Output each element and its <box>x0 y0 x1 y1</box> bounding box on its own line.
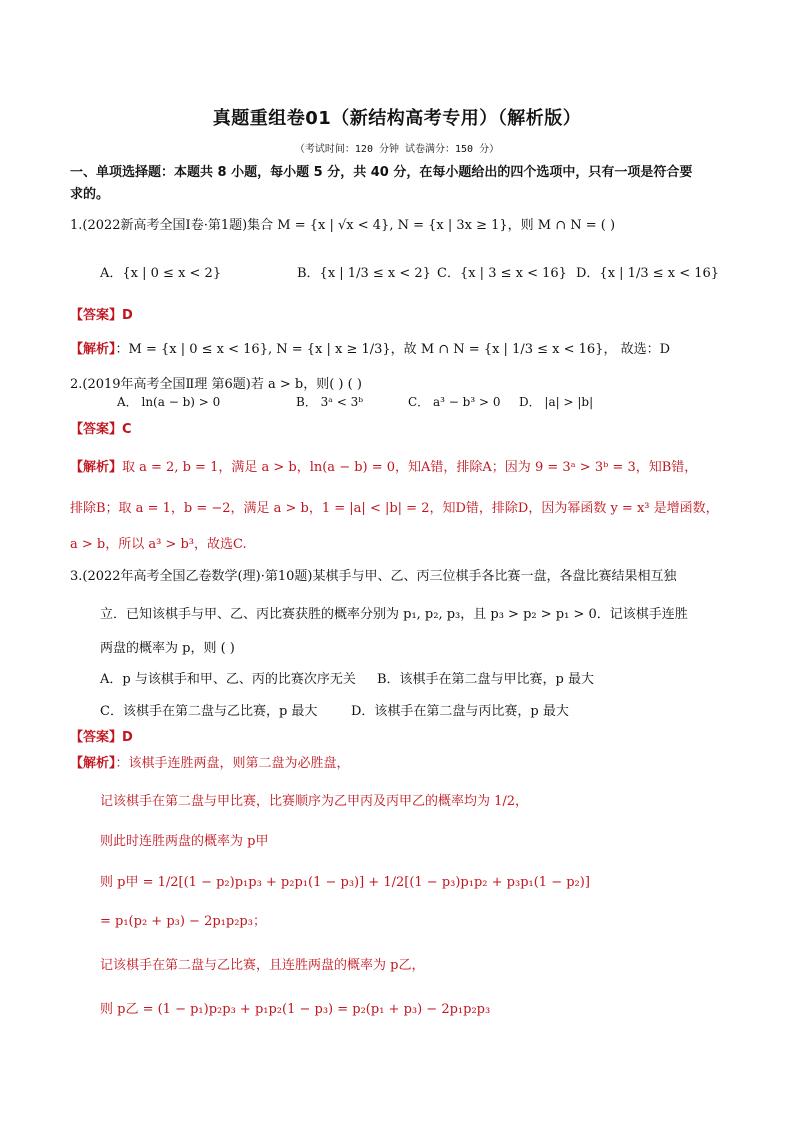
section-heading-line1: 一、单项选择题：本题共 8 小题，每小题 5 分，共 40 分，在每小题给出的四个选项中，只有一项是符合要 <box>70 165 693 180</box>
q3-stem-line2: 立．已知该棋手与甲、乙、丙比赛获胜的概率分别为 p₁, p₂, p₃，且 p₃ > p₂ > p₁ > 0．记该棋手连胜 <box>100 607 688 622</box>
page-title: 真题重组卷01（新结构高考专用）（解析版） <box>212 108 582 129</box>
answer-value: D <box>122 730 133 745</box>
q1-option-a: A．{x | 0 ≤ x < 2} <box>100 266 222 281</box>
analysis-label: 【解析】 <box>70 342 116 357</box>
q1-option-b: B．{x | 1/3 ≤ x < 2} <box>297 266 431 281</box>
q1-answer-line <box>70 304 133 323</box>
q1-analysis-line <box>70 338 670 357</box>
q3-option-a: A．p 与该棋手和甲、乙、丙的比赛次序无关 <box>100 672 356 687</box>
answer-label: 【答案】 <box>70 308 123 323</box>
answer-label: 【答案】 <box>70 730 123 745</box>
q3-analysis-line1 <box>70 752 350 771</box>
q2-answer-line <box>70 418 132 437</box>
q3-stem-line1: 3.(2022年高考全国乙卷数学(理)·第10题)某棋手与甲、乙、丙三位棋手各比赛一盘，各盘比赛结果相互独 <box>70 569 677 584</box>
q3-analysis-line5: = p₁(p₂ + p₃) − 2p₁p₂p₃； <box>100 914 266 929</box>
q3-option-d: D．该棋手在第二盘与丙比赛，p 最大 <box>351 704 569 719</box>
q2-option-c: C． a³ − b³ > 0 <box>408 395 501 409</box>
analysis-label: 【解析】 <box>70 460 123 475</box>
section-heading-line2: 求的。 <box>70 187 110 202</box>
q3-option-c: C．该棋手在第二盘与乙比赛，p 最大 <box>100 704 318 719</box>
analysis-text: ：M = {x | 0 ≤ x < 16}, N = {x | x ≥ 1/3}，故 M ∩ N = {x | 1/3 ≤ x < 16}， 故选：D <box>115 342 671 357</box>
q1-option-c: C．{x | 3 ≤ x < 16} <box>437 266 567 281</box>
q2-option-d: D． |a| > |b| <box>519 395 594 409</box>
q3-analysis-line7: 则 p乙 = (1 − p₁)p₂p₃ + p₁p₂(1 − p₃) = p₂(p₁ + p₃) − 2p₁p₂p₃ <box>100 1002 491 1017</box>
q2-option-a: A． ln(a − b) > 0 <box>117 395 221 409</box>
answer-label: 【答案】 <box>70 422 123 437</box>
analysis-text: 取 a = 2, b = 1，满足 a > b，ln(a − b) = 0，知A错，排除A；因为 9 = 3ᵃ > 3ᵇ = 3，知B错， <box>122 460 698 475</box>
answer-value: C <box>122 422 132 437</box>
q3-analysis-line2: 记该棋手在第二盘与甲比赛，比赛顺序为乙甲丙及丙甲乙的概率均为 1/2， <box>100 794 529 809</box>
q2-analysis-line3: a > b，所以 a³ > b³，故选C. <box>70 537 247 552</box>
q3-analysis-line6: 记该棋手在第二盘与乙比赛，且连胜两盘的概率为 p乙， <box>100 958 425 973</box>
q2-option-b: B． 3ᵃ < 3ᵇ <box>296 395 364 409</box>
q3-analysis-line3: 则此时连胜两盘的概率为 p甲 <box>100 834 269 849</box>
exam-meta: （考试时间：120 分钟 试卷满分：150 分） <box>294 144 500 155</box>
q1-option-d: D．{x | 1/3 ≤ x < 16} <box>576 266 720 281</box>
q2-analysis-line2: 排除B；取 a = 1，b = −2，满足 a > b，1 = |a| < |b| = 2，知D错，排除D，因为幂函数 y = x³ 是增函数， <box>70 501 719 516</box>
answer-value: D <box>122 308 133 323</box>
q1-stem: 1.(2022新高考全国Ⅰ卷·第1题)集合 M = {x | √x < 4}, N = {x | 3x ≥ 1}，则 M ∩ N = ( ) <box>70 218 616 233</box>
q2-analysis-line1 <box>70 456 697 475</box>
q3-stem-line3: 两盘的概率为 p，则 ( ) <box>100 641 235 656</box>
q3-option-b: B．该棋手在第二盘与甲比赛，p 最大 <box>377 672 595 687</box>
q2-stem: 2.(2019年高考全国Ⅱ理 第6题)若 a > b，则( ) ( ) <box>70 377 362 392</box>
analysis-label: 【解析】 <box>70 756 116 771</box>
analysis-text: ：该棋手连胜两盘，则第二盘为必胜盘， <box>115 756 350 771</box>
q3-analysis-line4: 则 p甲 = 1/2[(1 − p₂)p₁p₃ + p₂p₁(1 − p₃)] + 1/2[(1 − p₃)p₁p₂ + p₃p₁(1 − p₂)] <box>100 875 590 890</box>
q3-answer-line <box>70 726 133 745</box>
